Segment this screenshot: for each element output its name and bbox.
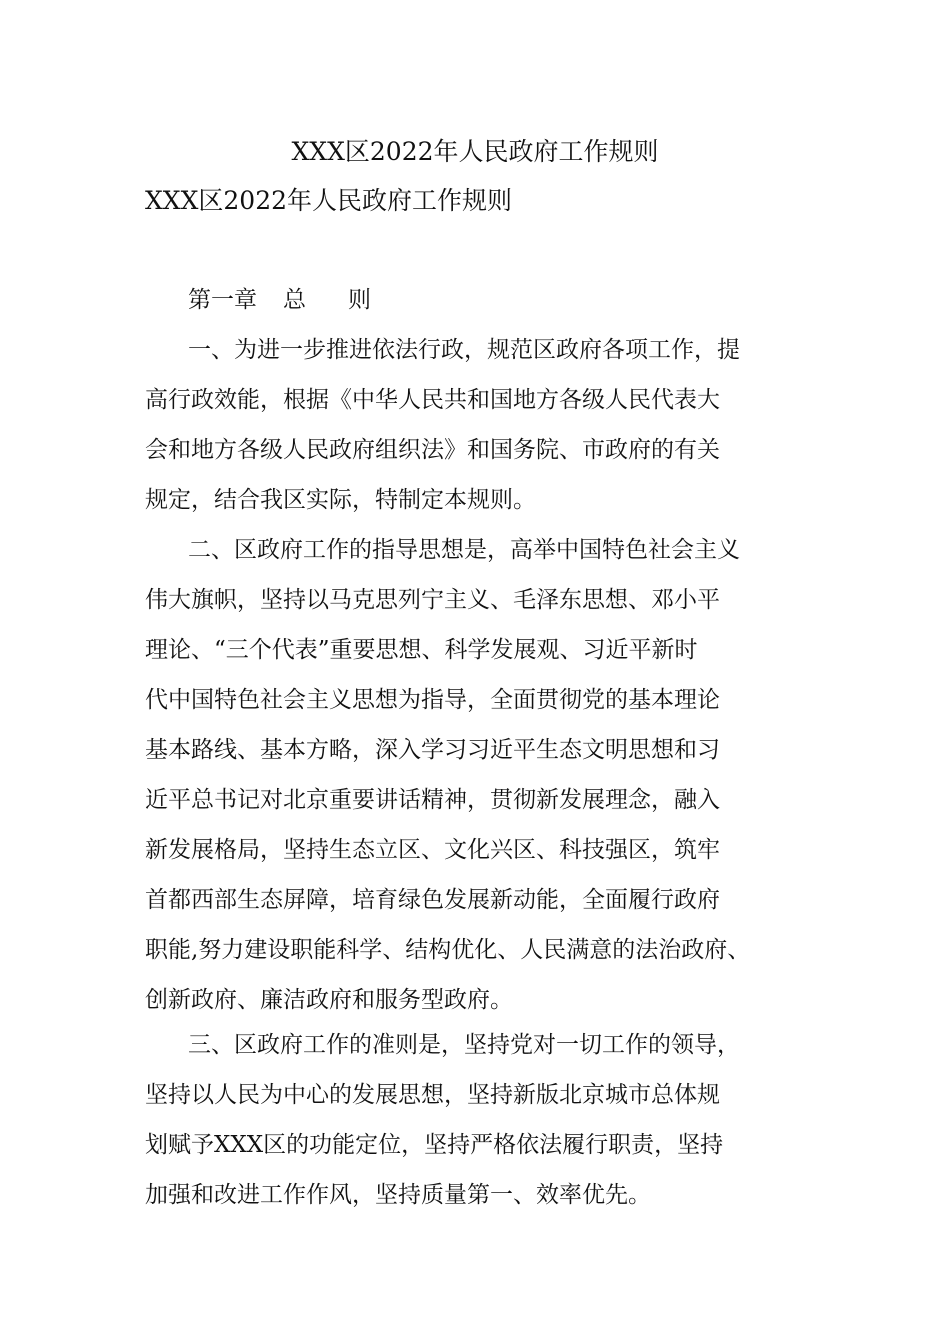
chapter-number: 第一章	[188, 287, 257, 313]
paragraph-line: 规定，结合我区实际，特制定本规则。	[145, 487, 536, 513]
paragraph-line: 坚持以人民为中心的发展思想，坚持新版北京城市总体规	[145, 1082, 720, 1108]
paragraph-line: 代中国特色社会主义思想为指导，全面贯彻党的基本理论	[145, 687, 720, 713]
paragraph-3	[145, 1020, 845, 1220]
paragraph-line: 创新政府、廉洁政府和服务型政府。	[145, 987, 513, 1013]
paragraph-line: 理论、“三个代表”重要思想、科学发展观、习近平新时	[145, 637, 698, 663]
paragraph-line: 加强和改进工作作风，坚持质量第一、效率优先。	[145, 1182, 651, 1208]
document-title: XXX区2022年人民政府工作规则	[291, 137, 659, 166]
paragraph-line: 首都西部生态屏障，培育绿色发展新动能，全面履行政府	[145, 887, 720, 913]
paragraph-line: 三、区政府工作的准则是，坚持党对一切工作的领导，	[188, 1032, 740, 1058]
paragraph-line: 二、区政府工作的指导思想是，高举中国特色社会主义	[188, 537, 740, 563]
paragraph-line: 基本路线、基本方略，深入学习习近平生态文明思想和习	[145, 737, 720, 763]
paragraph-2	[145, 525, 845, 1025]
paragraph-line: 近平总书记对北京重要讲话精神，贯彻新发展理念，融入	[145, 787, 720, 813]
paragraph-line: 新发展格局，坚持生态立区、文化兴区、科技强区，筑牢	[145, 837, 720, 863]
paragraph-1	[145, 325, 845, 525]
paragraph-line: 伟大旗帜，坚持以马克思列宁主义、毛泽东思想、邓小平	[145, 587, 720, 613]
document-subtitle: XXX区2022年人民政府工作规则	[145, 186, 513, 215]
paragraph-line: 职能,努力建设职能科学、结构优化、人民满意的法治政府、	[145, 937, 751, 963]
paragraph-line: 会和地方各级人民政府组织法》和国务院、市政府的有关	[145, 437, 720, 463]
paragraph-line: 高行政效能，根据《中华人民共和国地方各级人民代表大	[145, 387, 720, 413]
chapter-title-part2: 则	[348, 287, 371, 313]
paragraph-line: 划赋予XXX区的功能定位，坚持严格依法履行职责，坚持	[145, 1132, 724, 1158]
paragraph-line: 一、为进一步推进依法行政，规范区政府各项工作，提	[188, 337, 740, 363]
chapter-heading	[188, 284, 371, 316]
chapter-title-part1: 总	[283, 287, 306, 313]
